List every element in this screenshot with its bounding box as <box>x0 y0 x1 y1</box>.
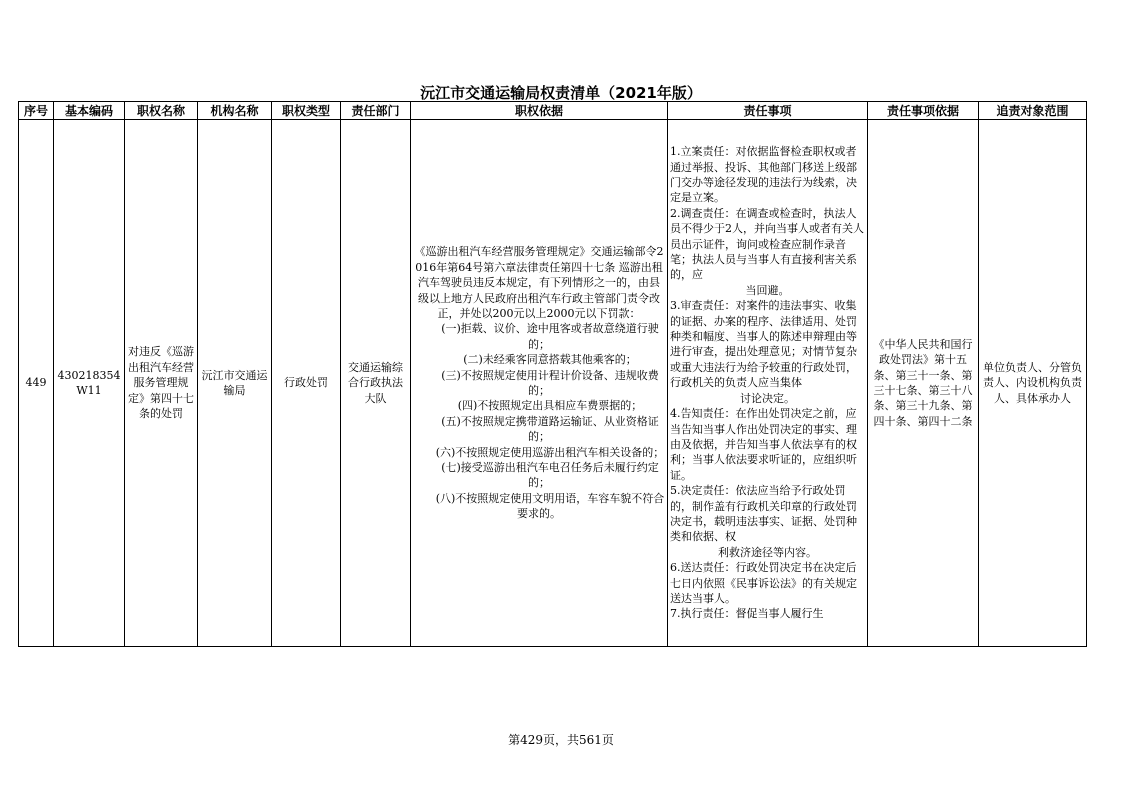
basis-line: (五)不按照规定携带道路运输证、从业资格证的； <box>441 414 659 444</box>
cell-dept: 交通运输综合行政执法大队 <box>341 120 411 647</box>
header-basis: 职权依据 <box>411 102 668 120</box>
basis-line: (一)拒载、议价、途中甩客或者故意绕道行驶的； <box>441 322 659 351</box>
item-line: 5.决定责任：依法应当给予行政处罚的，制作盖有行政机关印章的行政处罚决定书，载明违法事实、证据、处罚种类和依据、权 <box>670 484 857 544</box>
basis-line: (六)不按照规定使用巡游出租汽车相关设备的； <box>435 445 665 459</box>
cell-code: 430218354W11 <box>54 120 125 647</box>
item-line: 当回避。 <box>745 283 790 297</box>
cell-seq: 449 <box>19 120 54 647</box>
item-line: 3.审查责任：对案件的违法事实、收集的证据、办案的程序、法律适用、处罚种类和幅度、当事人的陈述申辩理由等进行审查，提出处理意见；对情节复杂或重大违法行为给予较重的行政处罚，行政机关的负责人应当集体 <box>670 299 857 390</box>
header-items-basis: 责任事项依据 <box>868 102 979 120</box>
item-line: 2.调查责任：在调查或检查时，执法人员不得少于2人，并向当事人或者有关人员出示证件，询问或检查应制作录音笔；执法人员与当事人有直接利害关系的，应 <box>670 206 864 282</box>
item-line: 讨论决定。 <box>740 391 795 405</box>
header-row <box>19 102 1087 120</box>
cell-items-basis: 《中华人民共和国行政处罚法》第十五条、第三十一条、第三十七条、第三十八条、第三十九条、第四十条、第四十二条 <box>868 120 979 647</box>
cell-accountability: 单位负责人、分管负责人、内设机构负责人、具体承办人 <box>979 120 1087 647</box>
responsibility-table <box>18 101 1087 647</box>
item-line: 6.送达责任：行政处罚决定书在决定后七日内依照《民事诉讼法》的有关规定送达当事人。 <box>670 561 857 605</box>
item-line: 7.执行责任：督促当事人履行生 <box>670 607 824 621</box>
item-line: 4.告知责任：在作出处罚决定之前，应当告知当事人作出处罚决定的事实、理由及依据，并告知当事人依法享有的权利；当事人依法要求听证的，应组织听证。 <box>670 407 857 482</box>
item-line: 1.立案责任：对依据监督检查职权或者通过举报、投诉、其他部门移送上级部门交办等途径发现的违法行为线索，决定是立案。 <box>670 145 857 205</box>
header-org-name: 机构名称 <box>198 102 272 120</box>
table-header <box>19 102 1087 120</box>
header-accountability: 追责对象范围 <box>979 102 1087 120</box>
header-code: 基本编码 <box>54 102 125 120</box>
cell-items <box>668 120 868 647</box>
header-dept: 责任部门 <box>341 102 411 120</box>
cell-power-name: 对违反《巡游出租汽车经营服务管理规定》第四十七条的处罚 <box>125 120 198 647</box>
header-power-type: 职权类型 <box>272 102 341 120</box>
cell-basis <box>411 120 668 647</box>
cell-power-type: 行政处罚 <box>272 120 341 647</box>
table-row <box>19 120 1087 647</box>
basis-line: (二)未经乘客同意搭载其他乘客的； <box>463 353 637 367</box>
header-power-name: 职权名称 <box>125 102 198 120</box>
page-title: 沅江市交通运输局权责清单（2021年版） <box>420 84 702 102</box>
header-seq: 序号 <box>19 102 54 120</box>
basis-line: (八)不按照规定使用文明用语，车容车貌不符合要求的。 <box>435 491 665 521</box>
cell-org-name: 沅江市交通运输局 <box>198 120 272 647</box>
item-line: 利救济途径等内容。 <box>718 545 817 559</box>
basis-line: 《巡游出租汽车经营服务管理规定》交通运输部令2016年第64号第六章法律责任第四十七条 巡游出租汽车驾驶员违反本规定，有下列情形之一的，由县级以上地方人民政府出租汽车行政主管部门责令改正，并处以200元以上2000元以下罚款： <box>414 245 664 320</box>
header-items: 责任事项 <box>668 102 868 120</box>
basis-line: (三)不按照规定使用计程计价设备、违规收费的； <box>441 368 659 397</box>
basis-line: (四)不按照规定出具相应车费票据的； <box>457 399 643 413</box>
basis-line: (七)接受巡游出租汽车电召任务后未履行约定的； <box>441 461 659 490</box>
page-number: 第429页，共561页 <box>508 733 614 747</box>
